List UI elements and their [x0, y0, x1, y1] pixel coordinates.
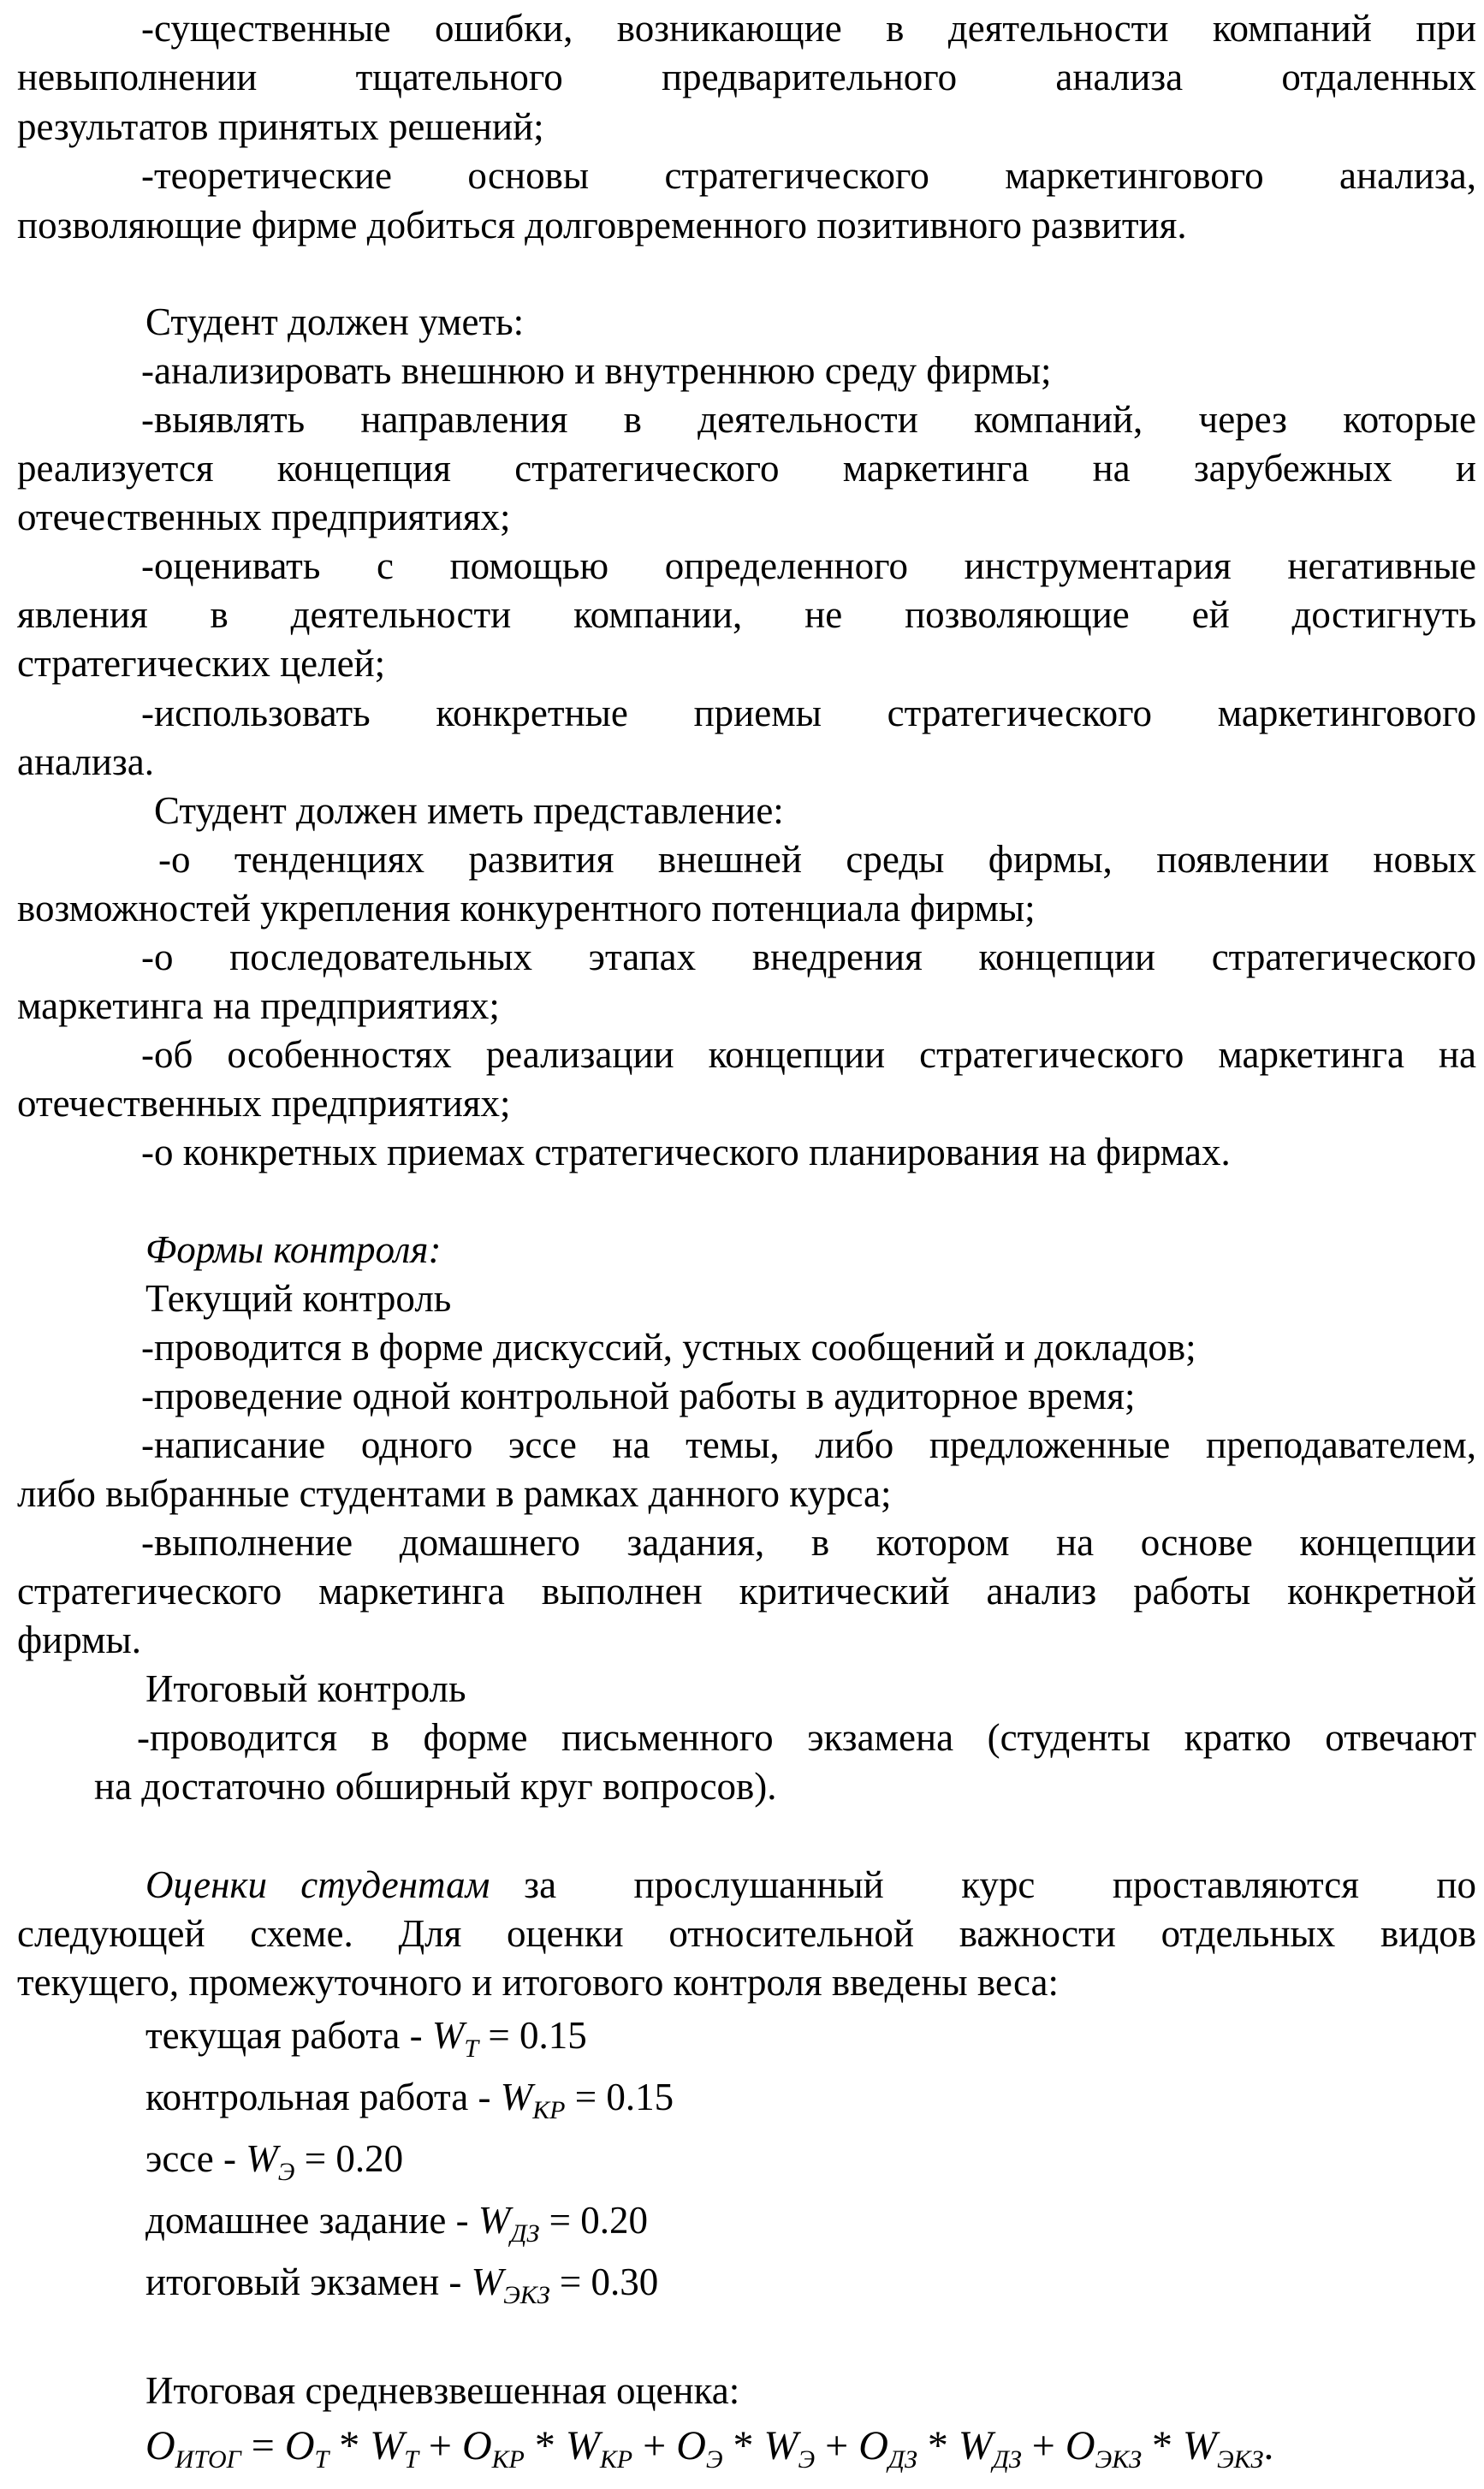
formula-symbol: $W_Э$ [763, 2423, 816, 2474]
intro-item2-line2: позволяющие фирме добиться долговременного позитивного развития. [17, 204, 1187, 247]
skills-item4-line1: -использовать конкретные приемы стратегического маркетингового [141, 692, 1476, 734]
awareness-item4: -о конкретных приемах стратегического планирования на фирмах. [141, 1131, 1231, 1173]
skills-heading: Студент должен уметь: [145, 300, 525, 343]
skills-item2-line2: реализуется концепция стратегического маркетинга на зарубежных и [17, 447, 1476, 490]
weight-label: домашнее задание - [145, 2199, 478, 2242]
control-heading: Формы контроля: [145, 1228, 442, 1271]
control-item4-line3: фирмы. [17, 1619, 142, 1661]
skills-item1: -анализировать внешнюю и внутреннюю среду фирмы; [141, 349, 1052, 392]
final-grade-formula [145, 2422, 1273, 2484]
control-item4-line2: стратегического маркетинга выполнен критический анализ работы конкретной [17, 1570, 1476, 1613]
weight-label: текущая работа - [145, 2014, 432, 2057]
formula-operator: + [1021, 2423, 1066, 2468]
final-control-heading: Итоговый контроль [145, 1667, 466, 1710]
weight-value: = 0.20 [539, 2199, 648, 2242]
intro-item2-line1: -теоретические основы стратегического маркетингового анализа, [141, 154, 1476, 197]
weight-row [145, 2258, 658, 2320]
formula-operator: + [632, 2423, 677, 2468]
grading-line3: текущего, промежуточного и итогового контроля введены веса: [17, 1961, 1059, 2004]
awareness-item2-line2: маркетинга на предприятиях; [17, 984, 500, 1027]
skills-item2-line1: -выявлять направления в деятельности компаний, через которые [141, 398, 1476, 441]
weight-value: = 0.20 [294, 2137, 404, 2180]
formula-operator: * [917, 2423, 959, 2468]
formula-operator: * [524, 2423, 566, 2468]
formula-symbol: $W_{ДЗ}$ [958, 2423, 1022, 2474]
skills-item3-line1: -оценивать с помощью определенного инструментария негативные [141, 544, 1476, 587]
weight-row [145, 2073, 674, 2135]
weight-symbol: $W_Э$ [246, 2137, 295, 2186]
intro-item1-line1: -существенные ошибки, возникающие в деятельности компаний при [141, 7, 1476, 50]
current-control-heading: Текущий контроль [145, 1277, 452, 1320]
formula-operator: * [329, 2423, 371, 2468]
formula-symbol: $O_{ДЗ}$ [858, 2423, 917, 2474]
weight-symbol: $W_{ДЗ}$ [478, 2199, 540, 2248]
skills-item3-line3: стратегических целей; [17, 642, 386, 685]
formula-symbol: $O_{ЭКЗ}$ [1065, 2423, 1142, 2474]
formula-symbol: $O_{ИТОГ}$ [145, 2423, 241, 2474]
intro-item1-line2: невыполнении тщательного предварительного анализа отдаленных [17, 56, 1476, 98]
control-item3-line1: -написание одного эссе на темы, либо предложенные преподавателем, [141, 1423, 1476, 1466]
grading-lead-rest: за прослушанный курс проставляются по [524, 1863, 1476, 1906]
awareness-item3-line1: -об особенностях реализации концепции стратегического маркетинга на [141, 1033, 1476, 1076]
weight-value: = 0.15 [565, 2076, 674, 2118]
control-item1: -проводится в форме дискуссий, устных сообщений и докладов; [141, 1326, 1196, 1369]
skills-item2-line3: отечественных предприятиях; [17, 496, 511, 538]
weight-symbol: $W_{ЭКЗ}$ [471, 2260, 550, 2309]
awareness-item3-line2: отечественных предприятиях; [17, 1082, 511, 1125]
formula-operator: * [722, 2423, 764, 2468]
formula-symbol: $W_Т$ [370, 2423, 418, 2474]
control-item2: -проведение одной контрольной работы в аудиторное время; [141, 1375, 1136, 1417]
grading-line2: следующей схеме. Для оценки относительной важности отдельных видов [17, 1912, 1476, 1955]
awareness-item1-line1: -о тенденциях развития внешней среды фирмы, появлении новых [158, 838, 1476, 881]
awareness-item1-line2: возможностей укрепления конкурентного потенциала фирмы; [17, 887, 1036, 930]
formula-symbol: $O_Э$ [676, 2423, 723, 2474]
skills-item3-line2: явления в деятельности компании, не позволяющие ей достигнуть [17, 593, 1476, 636]
formula-operator: * [1141, 2423, 1183, 2468]
weight-row [145, 2135, 403, 2196]
weight-row [145, 2196, 648, 2258]
awareness-heading: Студент должен иметь представление: [154, 789, 784, 832]
formula-operator: = [240, 2423, 285, 2468]
control-item4-line1: -выполнение домашнего задания, в котором на основе концепции [141, 1521, 1476, 1564]
formula-operator: + [815, 2423, 859, 2468]
formula-symbol: $W_{КР}$ [565, 2423, 633, 2474]
grading-line1 [145, 1861, 1476, 1909]
formula-operator: + [418, 2423, 462, 2468]
formula-operator: . [1263, 2423, 1274, 2468]
weight-label: контрольная работа - [145, 2076, 501, 2118]
weight-symbol: $W_{КР}$ [500, 2076, 566, 2124]
weight-symbol: $W_Т$ [431, 2014, 479, 2063]
formula-symbol: $W_{ЭКЗ}$ [1182, 2423, 1264, 2474]
weight-value: = 0.30 [549, 2260, 659, 2303]
weight-label: итоговый экзамен - [145, 2260, 472, 2303]
control-item3-line2: либо выбранные студентами в рамках данного курса; [17, 1472, 892, 1515]
final-control-item-line2: на достаточно обширный круг вопросов). [94, 1765, 777, 1808]
weight-label: эссе - [145, 2137, 246, 2180]
final-grade-heading: Итоговая средневзвешенная оценка: [145, 2369, 740, 2412]
weight-row [145, 2011, 587, 2073]
awareness-item2-line1: -о последовательных этапах внедрения концепции стратегического [141, 936, 1476, 978]
intro-item1-line3: результатов принятых решений; [17, 105, 544, 148]
skills-item4-line2: анализа. [17, 740, 154, 783]
final-control-item-line1: -проводится в форме письменного экзамена (студенты кратко отвечают [137, 1716, 1476, 1759]
grading-lead-italic: Оценки студентам [145, 1863, 490, 1906]
formula-symbol: $O_Т$ [284, 2423, 329, 2474]
weight-value: = 0.15 [478, 2014, 587, 2057]
formula-symbol: $O_{КР}$ [461, 2423, 525, 2474]
